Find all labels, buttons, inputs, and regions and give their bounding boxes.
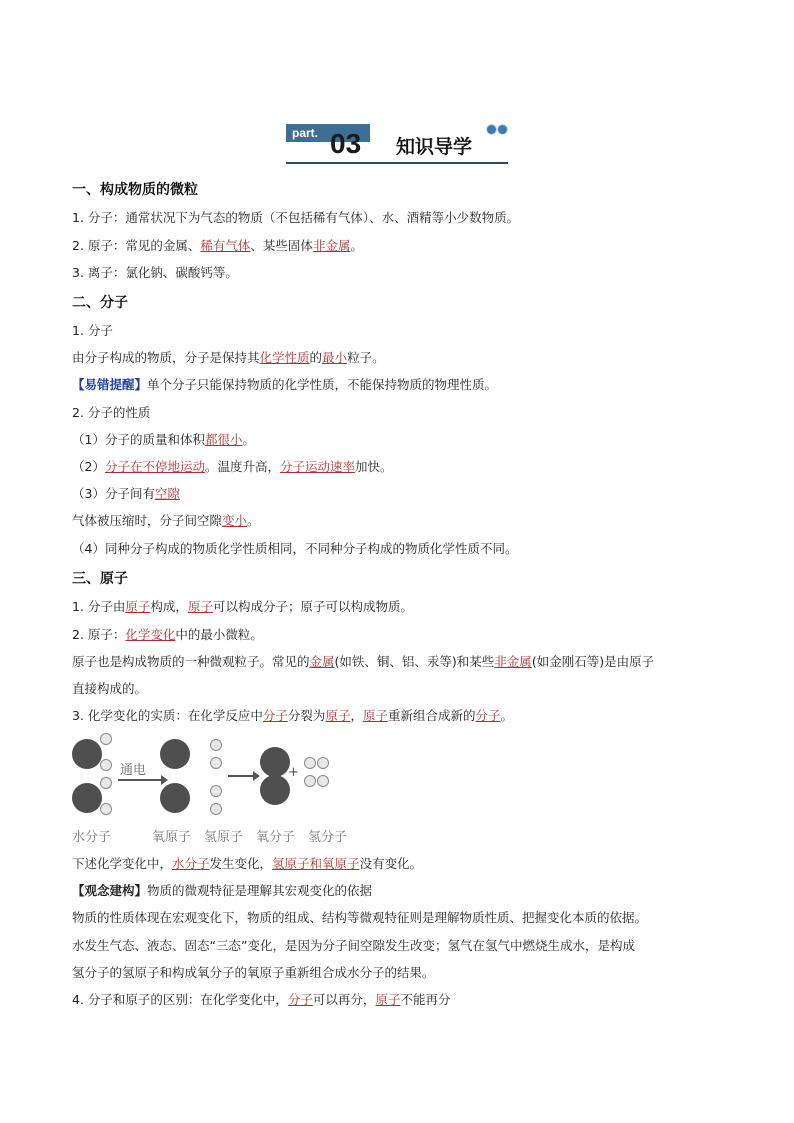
s3-line-8: 物质的性质体现在宏观变化下，物质的组成、结构等微观特征则是理解物质性质、把握变化本质的依据。 (72, 910, 648, 925)
s3-line-9: 水发生气态、液态、固态“三态”变化，是因为分子间空隙发生改变；氢气在氢气中燃烧生成水，是构成 (72, 938, 635, 953)
s3-line-1: 1. 分子由原子构成，原子可以构成分子；原子可以构成物质。 (72, 599, 413, 614)
s2-line-3: 【易错提醒】单个分子只能保持物质的化学性质，不能保持物质的物理性质。 (72, 377, 498, 392)
s3-line-2: 2. 原子：化学变化中的最小微粒。 (72, 627, 263, 642)
s2-line-4: 2. 分子的性质 (72, 405, 151, 420)
oxygen-atom-icon (72, 739, 102, 769)
hydrogen-molecule-icon (317, 775, 329, 787)
oxygen-molecule-icon (260, 775, 290, 805)
hydrogen-molecule-icon (304, 775, 316, 787)
hydrogen-atom-icon (210, 785, 222, 797)
s3-line-6: 下述化学变化中，水分子发生变化，氢原子和氧原子没有变化。 (72, 856, 423, 871)
heading-section-1: 一、构成物质的微粒 (72, 182, 198, 198)
caption-water-molecule: 水分子 (72, 830, 112, 845)
s3-line-11: 4. 分子和原子的区别：在化学变化中，分子可以再分，原子不能再分 (72, 992, 451, 1007)
s2-line-1: 1. 分子 (72, 323, 113, 338)
hydrogen-atom-icon (210, 757, 222, 769)
reaction-arrow-icon (118, 779, 162, 781)
heading-section-2: 二、分子 (72, 295, 128, 311)
molecule-reaction-diagram (70, 733, 370, 823)
s3-line-10: 氢分子的氢原子和构成氧分子的氧原子重新组合成水分子的结果。 (72, 965, 435, 980)
banner-dots-icon (486, 122, 508, 136)
plus-icon: + (288, 765, 299, 780)
s1-line-2: 2. 原子：常见的金属、稀有气体、某些固体非金属。 (72, 238, 363, 253)
caption-hydrogen-atom: 氢原子 (204, 830, 244, 845)
heading-section-3: 三、原子 (72, 571, 128, 587)
hydrogen-atom-icon (100, 759, 112, 771)
oxygen-atom-icon (160, 783, 190, 813)
section-banner (286, 124, 508, 166)
s1-line-1: 1. 分子：通常状况下为气态的物质（不包括稀有气体）、水、酒精等小少数物质。 (72, 210, 520, 225)
hydrogen-atom-icon (210, 803, 222, 815)
s2-line-6: （2）分子在不停地运动。温度升高，分子运动速率加快。 (72, 459, 393, 474)
s1-line-3: 3. 离子：氯化钠、碳酸钙等。 (72, 265, 238, 280)
banner-title: 知识导学 (396, 136, 473, 158)
electrolysis-label: 通电 (120, 763, 147, 778)
hydrogen-atom-icon (100, 803, 112, 815)
banner-number: 03 (330, 128, 362, 159)
hydrogen-atom-icon (100, 733, 112, 745)
reaction-arrow-icon (228, 775, 254, 777)
caption-hydrogen-molecule: 氢分子 (308, 830, 348, 845)
banner-underline (286, 162, 508, 164)
s3-line-5: 3. 化学变化的实质：在化学反应中分子分裂为原子，原子重新组合成新的分子。 (72, 708, 514, 723)
oxygen-atom-icon (72, 783, 102, 813)
caption-oxygen-atom: 氧原子 (152, 830, 192, 845)
hydrogen-atom-icon (100, 777, 112, 789)
diagram-captions (72, 826, 360, 845)
hydrogen-molecule-icon (304, 757, 316, 769)
tip-tag: 【易错提醒】 (72, 377, 148, 392)
s3-line-7: 【观念建构】物质的微观特征是理解其宏观变化的依据 (72, 883, 373, 898)
s2-line-5: （1）分子的质量和体积都很小。 (72, 432, 255, 447)
concept-tag: 【观念建构】 (72, 883, 148, 898)
s2-line-8: 气体被压缩时，分子间空隙变小。 (72, 513, 260, 528)
banner-part-label: part. (286, 124, 370, 142)
oxygen-atom-icon (160, 739, 190, 769)
s2-line-2: 由分子构成的物质，分子是保持其化学性质的最小粒子。 (72, 350, 385, 365)
s3-line-4: 直接构成的。 (72, 681, 148, 696)
hydrogen-atom-icon (210, 739, 222, 751)
s2-line-7: （3）分子间有空隙 (72, 486, 180, 501)
s2-line-9: （4）同种分子构成的物质化学性质相同，不同种分子构成的物质化学性质不同。 (72, 541, 518, 556)
s3-line-3: 原子也是构成物质的一种微观粒子。常见的金属(如铁、铜、铝、汞等)和某些非金属(如金刚石等)是由原子 (72, 654, 655, 669)
caption-oxygen-molecule: 氧分子 (256, 830, 296, 845)
hydrogen-molecule-icon (317, 757, 329, 769)
oxygen-molecule-icon (260, 747, 290, 777)
